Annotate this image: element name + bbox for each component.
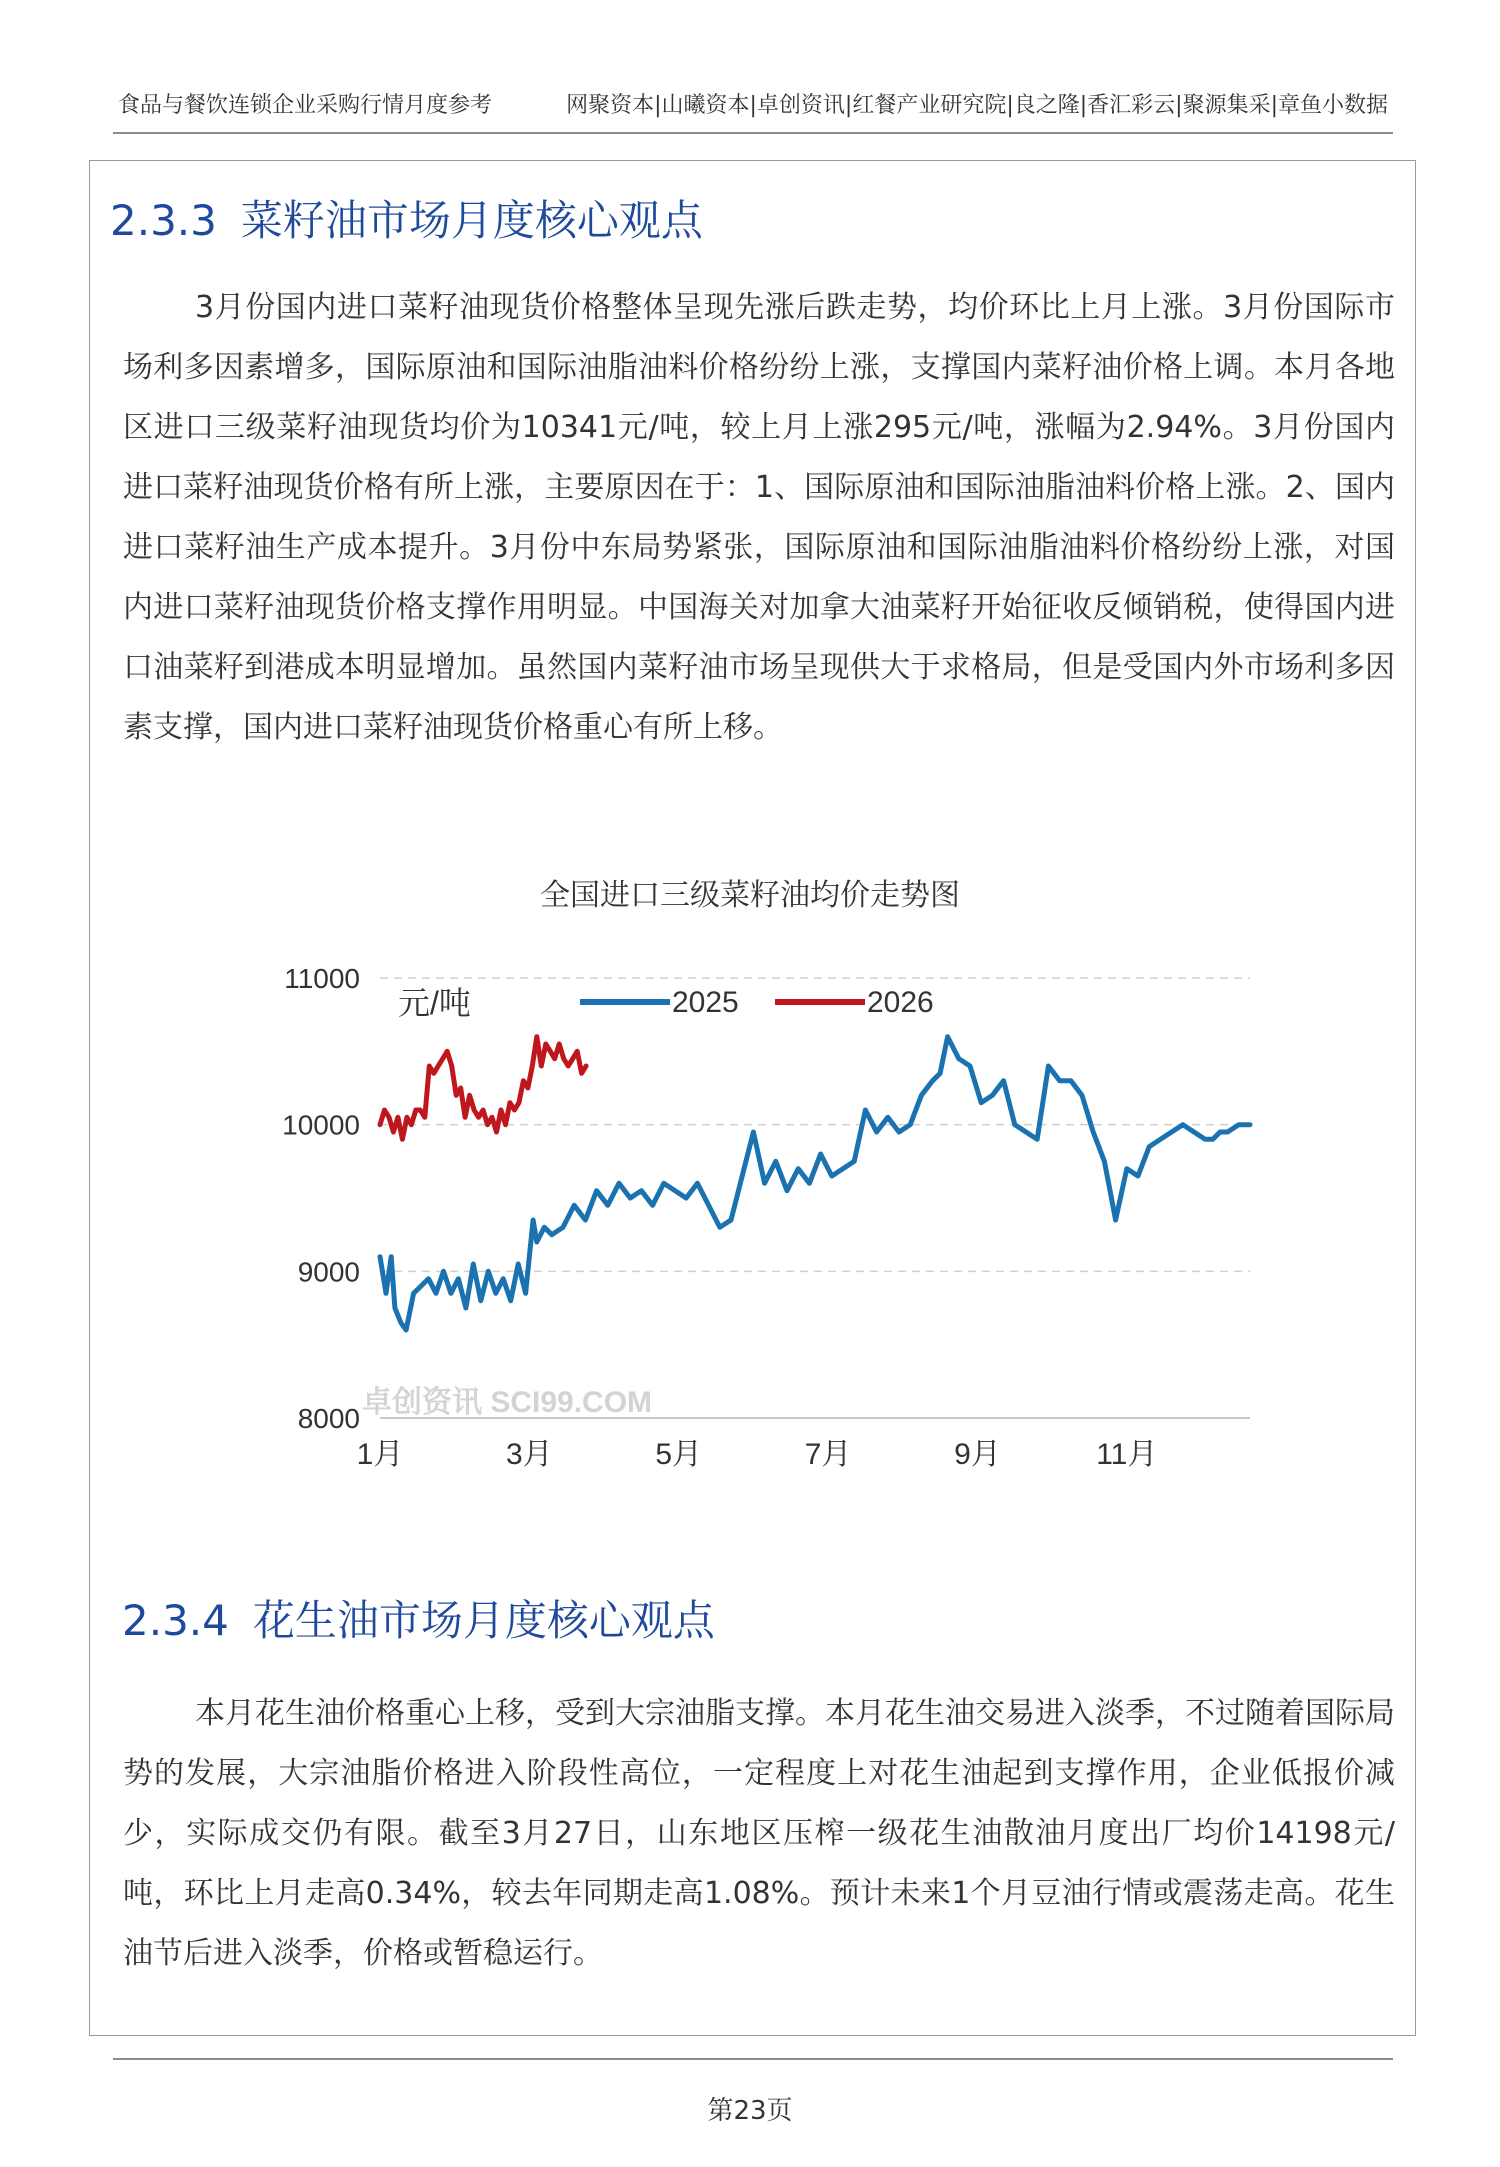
x-tick-label: 5月	[655, 1438, 703, 1471]
watermark-logo: 卓创资讯 SCI99.COM	[362, 1386, 653, 1419]
rapeseed-body: 3月份国内进口菜籽油现货价格整体呈现先涨后跌走势，均价环比上月上涨。3月份国际市场利多因素增多，国际原油和国际油脂油料价格纷纷上涨，支撑国内菜籽油价格上调。本月各地区进口三级菜籽油现货均价为10341元/吨，较上月上涨295元/吨，涨幅为2.94%。3月份国内进口菜籽油现货价格有所上涨，主要原因在于：1、国际原油和国际油脂油料价格上涨。2、国内进口菜籽油生产成本提升。3月份中东局势紧张，国际原油和国际油脂油料价格纷纷上涨，对国内进口菜籽油现货价格支撑作用明显。中国海关对加拿大油菜籽开始征收反倾销税，使得国内进口油菜籽到港成本明显增加。虽然国内菜籽油市场呈现供大于求格局，但是受国内外市场利多因素支撑，国内进口菜籽油现货价格重心有所上移。	[123, 290, 1395, 745]
peanut-body: 本月花生油价格重心上移，受到大宗油脂支撑。本月花生油交易进入淡季，不过随着国际局势的发展，大宗油脂价格进入阶段性高位，一定程度上对花生油起到支撑作用，企业低报价减少，实际成交仍有限。截至3月27日，山东地区压榨一级花生油散油月度出厂均价14198元/吨，环比上月走高0.34%，较去年同期走高1.08%。预计未来1个月豆油行情或震荡走高。花生油节后进入淡季，价格或暂稳运行。	[123, 1696, 1395, 1971]
x-tick-label: 3月	[506, 1438, 553, 1471]
section-title: 菜籽油市场月度核心观点	[240, 196, 703, 245]
series-line-2026	[380, 1037, 586, 1140]
rapeseed-paragraph	[123, 278, 1395, 758]
x-tick-label: 9月	[954, 1438, 1001, 1471]
header-left-title: 食品与餐饮连锁企业采购行情月度参考	[118, 93, 493, 118]
legend-label: 2025	[672, 986, 739, 1019]
section-number: 2.3.4	[122, 1596, 229, 1645]
section-heading-rapeseed	[110, 188, 703, 248]
y-tick-label: 9000	[297, 1256, 360, 1288]
legend-label: 2026	[867, 986, 934, 1019]
section-heading-peanut	[122, 1588, 715, 1648]
page-header	[113, 82, 1393, 134]
chart-title: 全国进口三级菜籽油均价走势图	[540, 878, 960, 913]
peanut-paragraph	[123, 1684, 1395, 1984]
x-tick-label: 11月	[1096, 1438, 1158, 1471]
y-tick-label: 10000	[282, 1109, 360, 1141]
header-right-sources: 网聚资本|山曦资本|卓创资讯|红餐产业研究院|良之隆|香汇彩云|聚源集采|章鱼小数据	[566, 93, 1388, 118]
footer-rule	[113, 2058, 1393, 2060]
section-number: 2.3.3	[110, 196, 217, 245]
y-axis-unit: 元/吨	[398, 985, 471, 1021]
x-tick-label: 7月	[804, 1438, 852, 1471]
price-trend-chart	[250, 940, 1270, 1500]
section-title: 花生油市场月度核心观点	[252, 1596, 715, 1645]
page-number: 第23页	[707, 2096, 793, 2126]
y-tick-label: 8000	[297, 1403, 360, 1434]
series-line-2025	[380, 1037, 1250, 1330]
y-tick-label: 11000	[284, 963, 360, 994]
x-tick-label: 1月	[356, 1438, 404, 1471]
